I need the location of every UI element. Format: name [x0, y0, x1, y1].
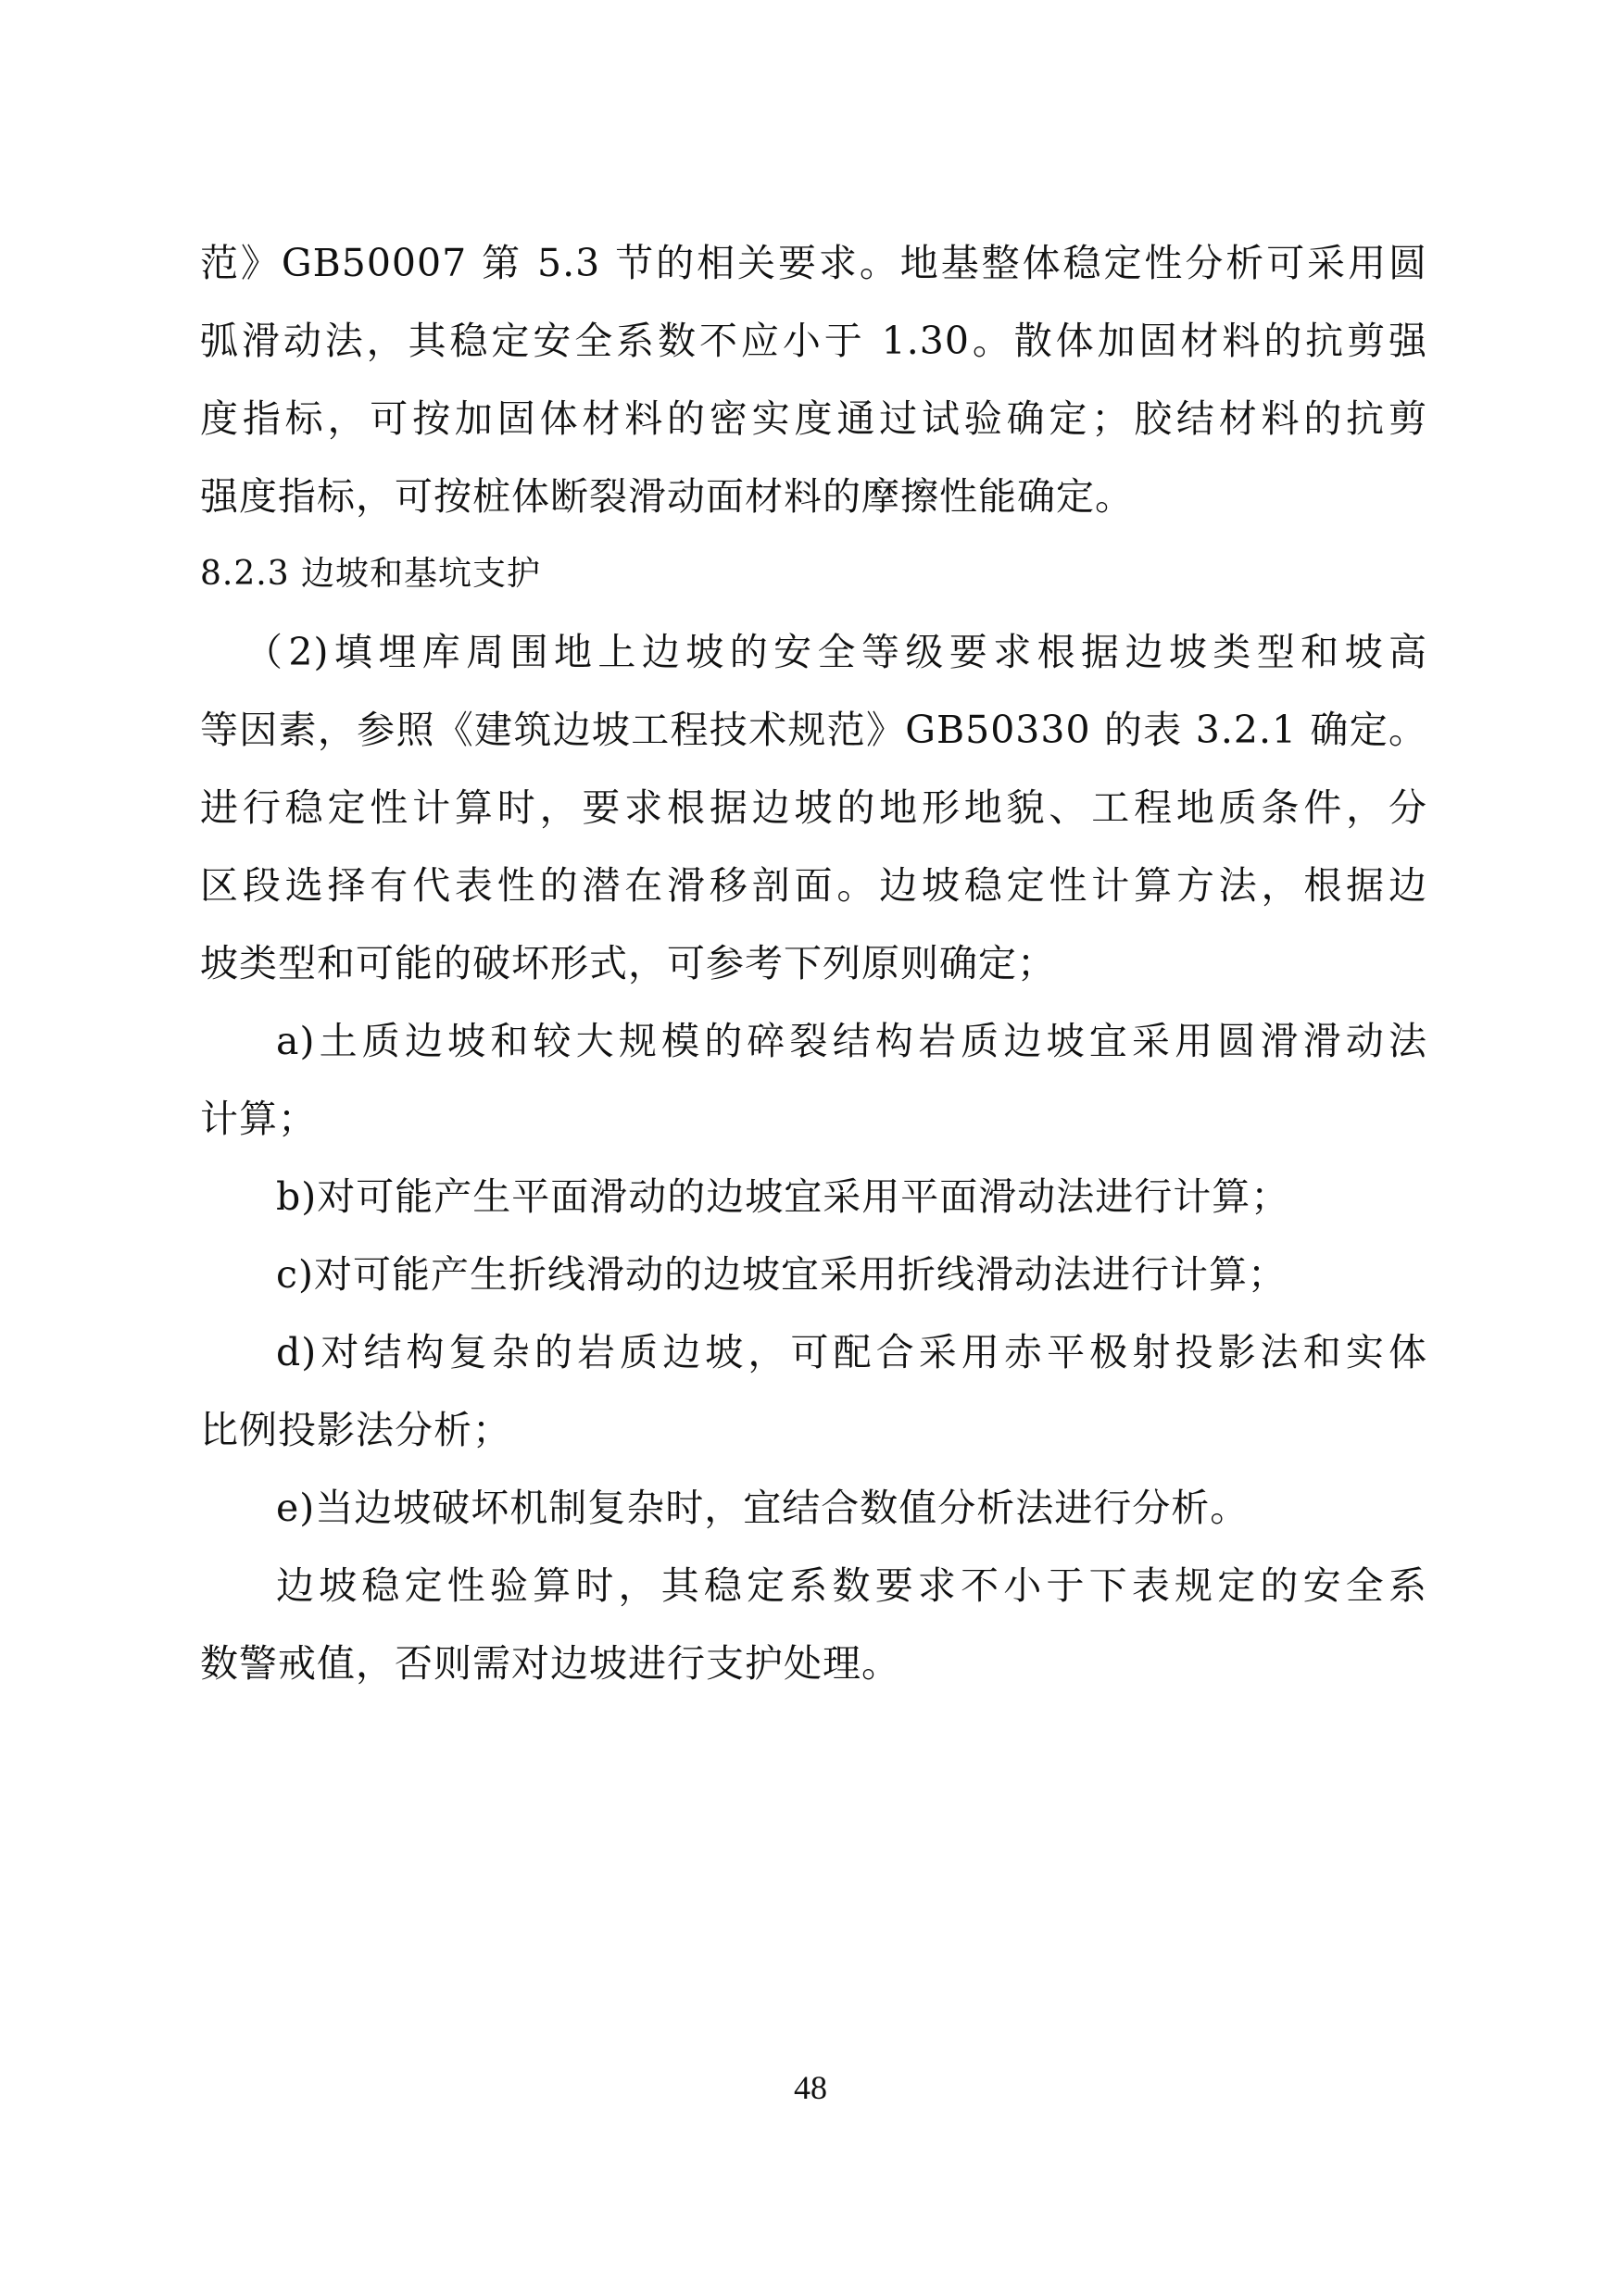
text-line: 强度指标，可按桩体断裂滑动面材料的摩擦性能确定。	[200, 474, 1134, 519]
list-item-e: e)当边坡破坏机制复杂时，宜结合数值分析法进行分析。	[276, 1486, 1250, 1530]
body-text	[200, 224, 1427, 1702]
text-line: 比例投影法分析；	[200, 1408, 511, 1452]
text-line: 等因素，参照《建筑边坡工程技术规范》GB50330 的表 3.2.1 确定。	[200, 708, 1427, 752]
text-line: 计算；	[200, 1097, 317, 1141]
text-line: 度指标，可按加固体材料的密实度通过试验确定；胶结材料的抗剪	[200, 396, 1427, 441]
text-line: 范》GB50007 第 5.3 节的相关要求。地基整体稳定性分析可采用圆	[200, 241, 1427, 285]
text-line: 进行稳定性计算时，要求根据边坡的地形地貌、工程地质条件，分	[200, 785, 1427, 830]
list-item-d: d)对结构复杂的岩质边坡，可配合采用赤平极射投影法和实体	[276, 1330, 1427, 1374]
text-line: 边坡稳定性验算时，其稳定系数要求不小于下表规定的安全系	[276, 1563, 1427, 1608]
list-item-a: a)土质边坡和较大规模的碎裂结构岩质边坡宜采用圆滑滑动法	[276, 1019, 1427, 1063]
text-line: 弧滑动法，其稳定安全系数不应小于 1.30。散体加固材料的抗剪强	[200, 319, 1427, 363]
list-item-c: c)对可能产生折线滑动的边坡宜采用折线滑动法进行计算；	[276, 1252, 1287, 1297]
text-line: 区段选择有代表性的潜在滑移剖面。边坡稳定性计算方法，根据边	[200, 863, 1427, 908]
text-line: 坡类型和可能的破坏形式，可参考下列原则确定；	[200, 941, 1056, 985]
section-heading: 8.2.3 边坡和基坑支护	[200, 555, 542, 593]
list-item-b: b)对可能产生平面滑动的边坡宜采用平面滑动法进行计算；	[276, 1174, 1290, 1219]
text-line: 数警戒值，否则需对边坡进行支护处理。	[200, 1641, 900, 1686]
page-number: 48	[794, 2069, 827, 2106]
text-line: （2)填埋库周围地上边坡的安全等级要求根据边坡类型和坡高	[245, 630, 1427, 674]
